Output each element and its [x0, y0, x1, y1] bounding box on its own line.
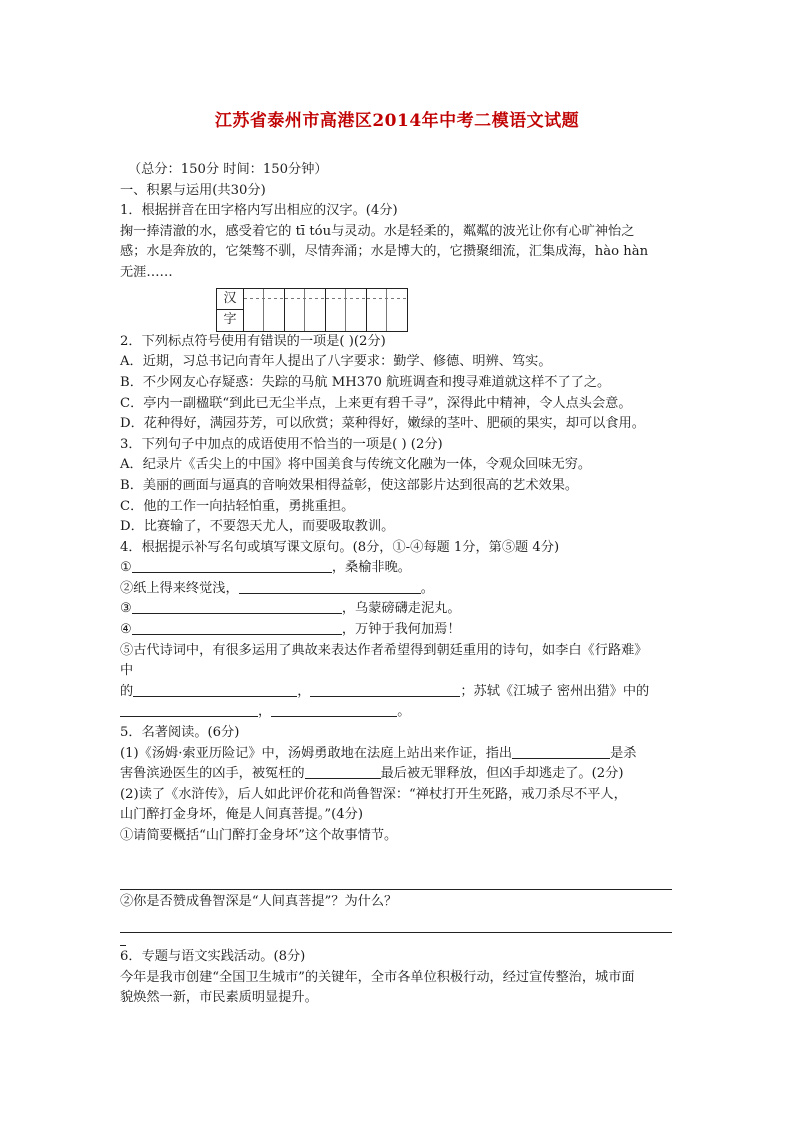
question-1-text-line: 感；水是奔放的，它桀骜不驯，尽情奔涌；水是博大的，它攒聚细流，汇集成海，hào hàn	[120, 244, 649, 260]
option-d: D．比赛输了，不要怨天尤人，而要吸取教训。	[120, 519, 395, 535]
answer-line[interactable]	[120, 912, 672, 933]
exam-meta: （总分：150分 时间：150分钟）	[128, 162, 328, 177]
question-4-heading: 4．根据提示补写名句或填写课文原句。(8分，①-④每题 1分，第⑤题 4分)	[120, 539, 560, 555]
fill-prefix: ③	[120, 601, 132, 617]
fill-prefix: 的	[120, 683, 134, 699]
fill-suffix: ，万钟于我何加焉！	[341, 622, 461, 638]
option-d: D．花种得好，满园芬芳，可以欣赏；菜种得好，嫩绿的茎叶、肥硕的果实，却可以食用。	[120, 416, 645, 432]
fill-line-5-cont: 中	[120, 663, 134, 679]
question-1-text-line: 无涯……	[120, 264, 173, 280]
section-heading: 一、积累与运用(共30分)	[120, 182, 266, 198]
answer-blank[interactable]	[305, 764, 381, 779]
grid-cell[interactable]	[326, 288, 367, 331]
question-1-text-line: 掬一捧清澈的水，感受着它的 tī tóu与灵动。水是轻柔的，粼粼的波光让你有心旷神怡之	[120, 223, 635, 239]
topic-text-line: 今年是我市创建“全国卫生城市”的关键年，全市各单位积极行动，经过宣传整治，城市面	[120, 969, 635, 985]
answer-line[interactable]	[120, 869, 672, 890]
answer-blank[interactable]	[310, 682, 460, 697]
grid-cell[interactable]	[285, 288, 326, 331]
fill-suffix: ，乌蒙磅礴走泥丸。	[341, 601, 461, 617]
question-6-heading: 6．专题与语文实践活动。(8分)	[120, 949, 306, 965]
reading-line: 山门醉打金身坏，俺是人间真菩提。”(4分)	[120, 807, 364, 823]
grid-cell[interactable]	[244, 288, 285, 331]
answer-blank[interactable]	[239, 579, 421, 594]
reading-line	[120, 744, 680, 765]
option-b: B．美丽的画面与逼真的音响效果相得益彰，使这部影片达到很高的艺术效果。	[120, 477, 579, 493]
fill-separator: ，	[258, 704, 272, 720]
fill-suffix: ；苏轼《江城子 密州出猎》中的	[460, 683, 650, 699]
answer-blank[interactable]	[132, 558, 332, 573]
option-c: C．亭内一副楹联“到此已无尘半点，上来更有碧千寻”，深得此中精神，令人点头会意。	[120, 395, 632, 411]
reading-line: ①请简要概括“山门醉打金身坏”这个故事情节。	[120, 828, 398, 843]
question-1-heading: 1．根据拼音在田字格内写出相应的汉字。(4分)	[120, 203, 398, 219]
reading-text: 最后被无罪释放，但凶手却逃走了。(2分)	[380, 766, 624, 782]
option-b: B．不少网友心存疑惑：失踪的马航 MH370 航班调查和搜寻难道就这样不了了之。	[120, 374, 611, 390]
topic-text-line: 貌焕然一新，市民素质明显提升。	[120, 990, 318, 1006]
answer-blank[interactable]	[120, 702, 258, 717]
question-2-heading: 2．下列标点符号使用有错误的一项是( )(2分)	[120, 333, 386, 349]
fill-line-3	[120, 599, 680, 620]
fill-line-4	[120, 620, 680, 641]
spacer	[120, 847, 680, 869]
fill-suffix: ，桑榆非晚。	[331, 560, 411, 576]
fill-line-7	[120, 702, 680, 723]
reading-line: (2)读了《水浒传》，后人如此评价花和尚鲁智深：“禅杖打开生死路，戒刀杀尽不平人，	[120, 786, 627, 802]
reading-text: (1)《汤姆·索亚历险记》中，汤姆勇敢地在法庭上站出来作证，指出	[120, 745, 513, 761]
fill-suffix: 。	[397, 704, 411, 720]
grid-label: 汉	[217, 288, 244, 310]
answer-blank[interactable]	[132, 620, 342, 635]
option-a: A．近期，习总书记向青年人提出了八字要求：勤学、修德、明辨、笃实。	[120, 354, 552, 370]
answer-blank[interactable]	[512, 744, 610, 759]
question-5-heading: 5．名著阅读。(6分)	[120, 725, 240, 741]
document-body	[120, 160, 680, 1009]
reading-line	[120, 764, 680, 785]
answer-line-tail	[120, 933, 680, 947]
fill-line-6	[120, 682, 680, 703]
grid-label: 字	[217, 310, 244, 332]
fill-line-2	[120, 579, 680, 600]
fill-prefix: ①	[120, 560, 132, 576]
reading-line: ②你是否赞成鲁智深是“人间真菩提”？为什么？	[120, 893, 398, 909]
fill-separator: ，	[297, 683, 311, 699]
fill-line-5: ⑤古代诗词中，有很多运用了典故来表达作者希望得到朝廷重用的诗句，如李白《行路难》	[120, 642, 648, 658]
option-c: C．他的工作一向拈轻怕重，勇挑重担。	[120, 498, 355, 514]
reading-text: 害鲁滨逊医生的凶手，被冤枉的	[120, 766, 305, 782]
reading-text: 是杀	[610, 745, 637, 761]
page-title: 江苏省泰州市高港区2014年中考二模语文试题	[214, 111, 580, 131]
fill-prefix: ④	[120, 622, 132, 638]
grid-cell[interactable]	[367, 288, 408, 331]
option-a: A．纪录片《舌尖上的中国》将中国美食与传统文化融为一体，令观众回味无穷。	[120, 457, 592, 473]
answer-blank[interactable]	[271, 702, 397, 717]
answer-blank[interactable]	[132, 599, 342, 614]
fill-line-1	[120, 558, 680, 579]
dash-mark	[120, 933, 126, 946]
character-grid	[216, 288, 408, 332]
answer-blank[interactable]	[133, 682, 297, 697]
fill-prefix: ②纸上得来终觉浅，	[120, 580, 239, 596]
question-3-heading: 3．下列句子中加点的成语使用不恰当的一项是( ) (2分)	[120, 436, 443, 452]
fill-suffix: 。	[420, 580, 434, 596]
